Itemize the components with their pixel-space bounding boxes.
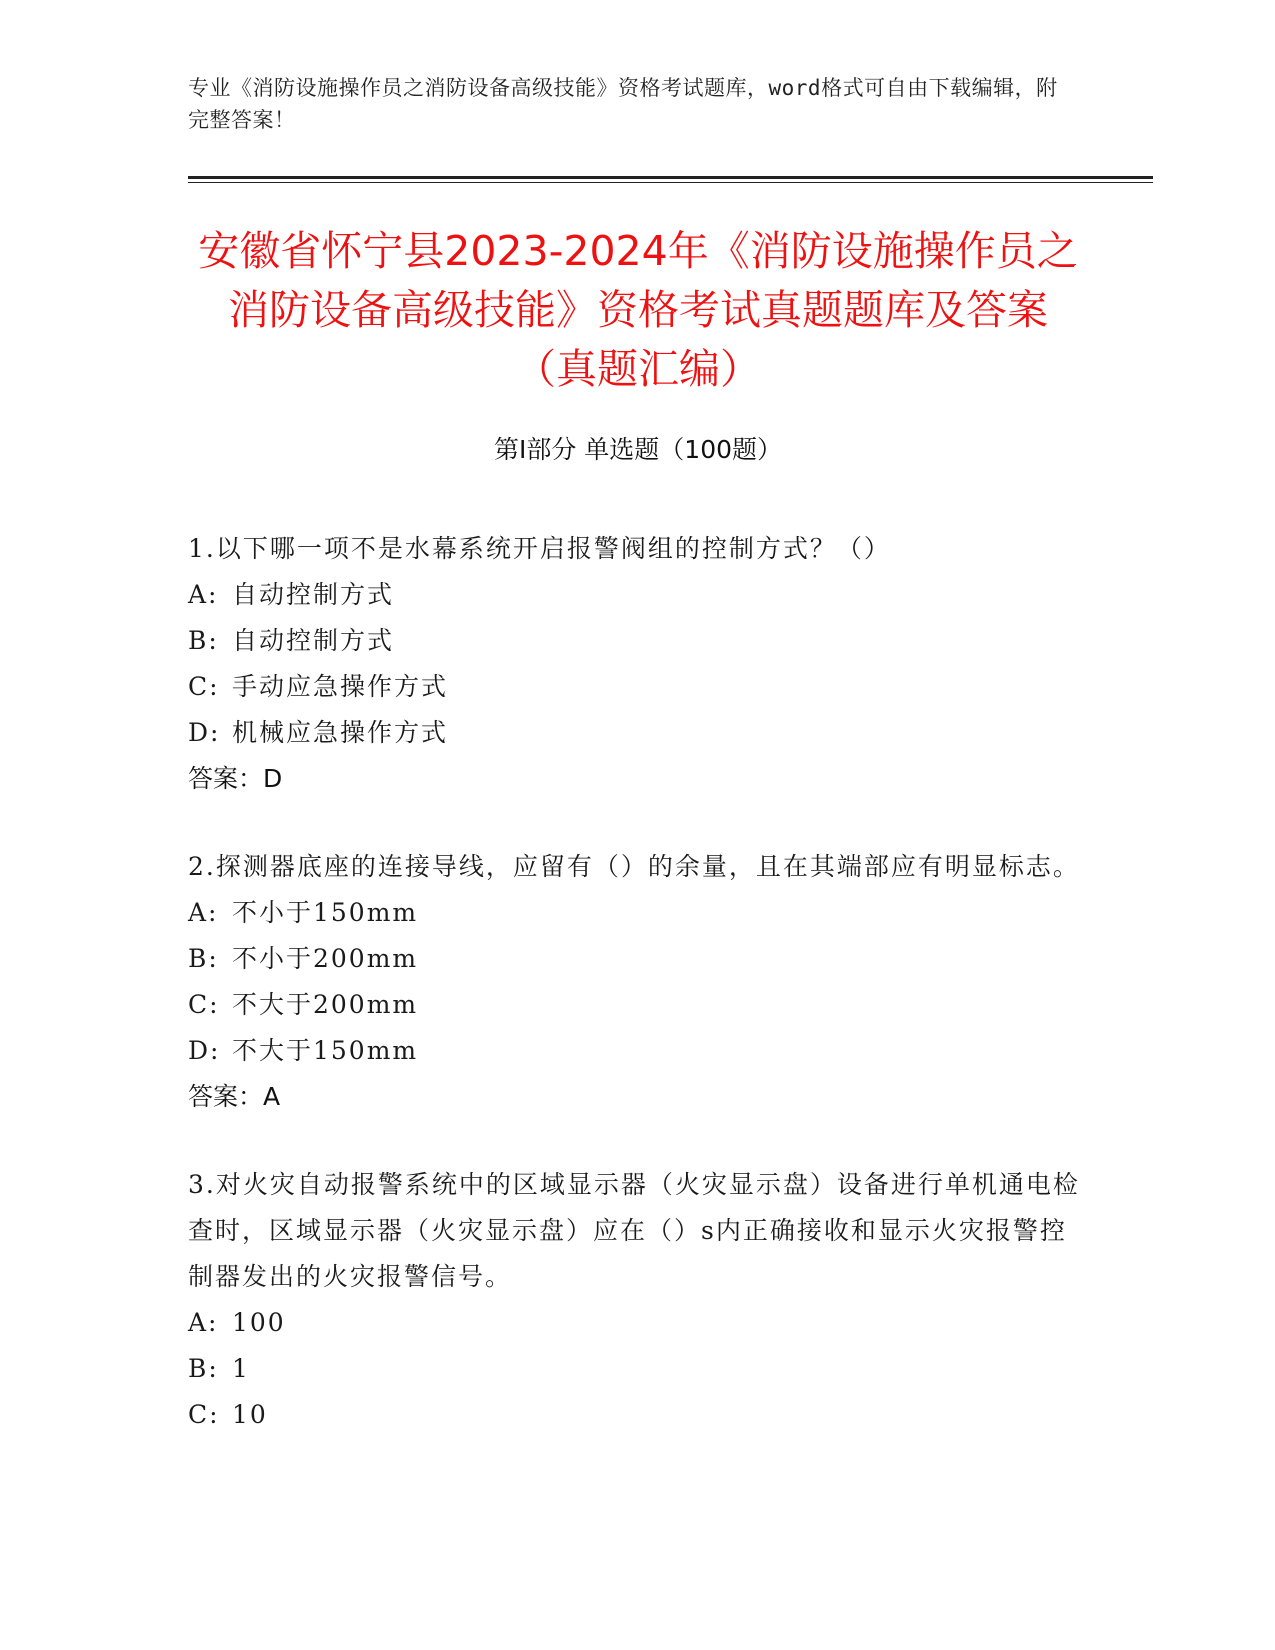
option-text: 1 xyxy=(232,1354,250,1383)
option-a xyxy=(188,572,1088,618)
header-rule-thick xyxy=(188,176,1153,179)
option-d xyxy=(188,710,1088,756)
option-key: A: xyxy=(188,580,219,609)
answer-prefix: 答案： xyxy=(188,764,264,793)
question-3 xyxy=(188,1162,1088,1438)
option-key: C: xyxy=(188,672,220,701)
question-1 xyxy=(188,526,1088,802)
option-text: 手动应急操作方式 xyxy=(232,672,449,701)
option-text: 不大于150mm xyxy=(232,1036,419,1065)
option-key: D: xyxy=(188,718,221,747)
answer-value: A xyxy=(263,1082,281,1111)
answer-value: D xyxy=(263,764,283,793)
option-a xyxy=(188,890,1088,936)
option-c xyxy=(188,664,1088,710)
option-d xyxy=(188,1028,1088,1074)
header-note: 专业《消防设施操作员之消防设备高级技能》资格考试题库，word格式可自由下载编辑，附完整答案！ xyxy=(188,76,1058,132)
question-list xyxy=(188,526,1088,1480)
section-title: 第Ⅰ部分 单选题（100题） xyxy=(493,435,783,464)
document-title: 安徽省怀宁县2023-2024年《消防设施操作员之消防设备高级技能》资格考试真题题库及答案（真题汇编） xyxy=(198,227,1078,393)
option-key: A: xyxy=(188,1308,219,1337)
header-rule-thin xyxy=(188,182,1153,183)
option-b xyxy=(188,936,1088,982)
question-2 xyxy=(188,844,1088,1120)
answer-line xyxy=(188,756,1088,802)
option-text: 不小于150mm xyxy=(232,898,419,927)
option-key: D: xyxy=(188,1036,221,1065)
option-text: 机械应急操作方式 xyxy=(232,718,449,747)
option-text: 不小于200mm xyxy=(232,944,419,973)
option-b xyxy=(188,1346,1088,1392)
option-c xyxy=(188,982,1088,1028)
option-text: 10 xyxy=(232,1400,268,1429)
option-key: A: xyxy=(188,898,219,927)
option-text: 自动控制方式 xyxy=(232,580,395,609)
question-stem: 2.探测器底座的连接导线，应留有（）的余量，且在其端部应有明显标志。 xyxy=(188,852,1080,881)
option-key: B: xyxy=(188,1354,219,1383)
option-key: C: xyxy=(188,1400,220,1429)
option-key: B: xyxy=(188,626,219,655)
option-text: 不大于200mm xyxy=(232,990,419,1019)
question-stem: 1.以下哪一项不是水幕系统开启报警阀组的控制方式？（） xyxy=(188,534,891,563)
option-c xyxy=(188,1392,1088,1438)
option-a xyxy=(188,1300,1088,1346)
option-text: 100 xyxy=(232,1308,286,1337)
option-key: C: xyxy=(188,990,220,1019)
question-stem: 3.对火灾自动报警系统中的区域显示器（火灾显示盘）设备进行单机通电检查时，区域显示器（火灾显示盘）应在（）s内正确接收和显示火灾报警控制器发出的火灾报警信号。 xyxy=(188,1170,1080,1291)
answer-line xyxy=(188,1074,1088,1120)
option-key: B: xyxy=(188,944,219,973)
answer-prefix: 答案： xyxy=(188,1082,264,1111)
option-b xyxy=(188,618,1088,664)
option-text: 自动控制方式 xyxy=(232,626,395,655)
